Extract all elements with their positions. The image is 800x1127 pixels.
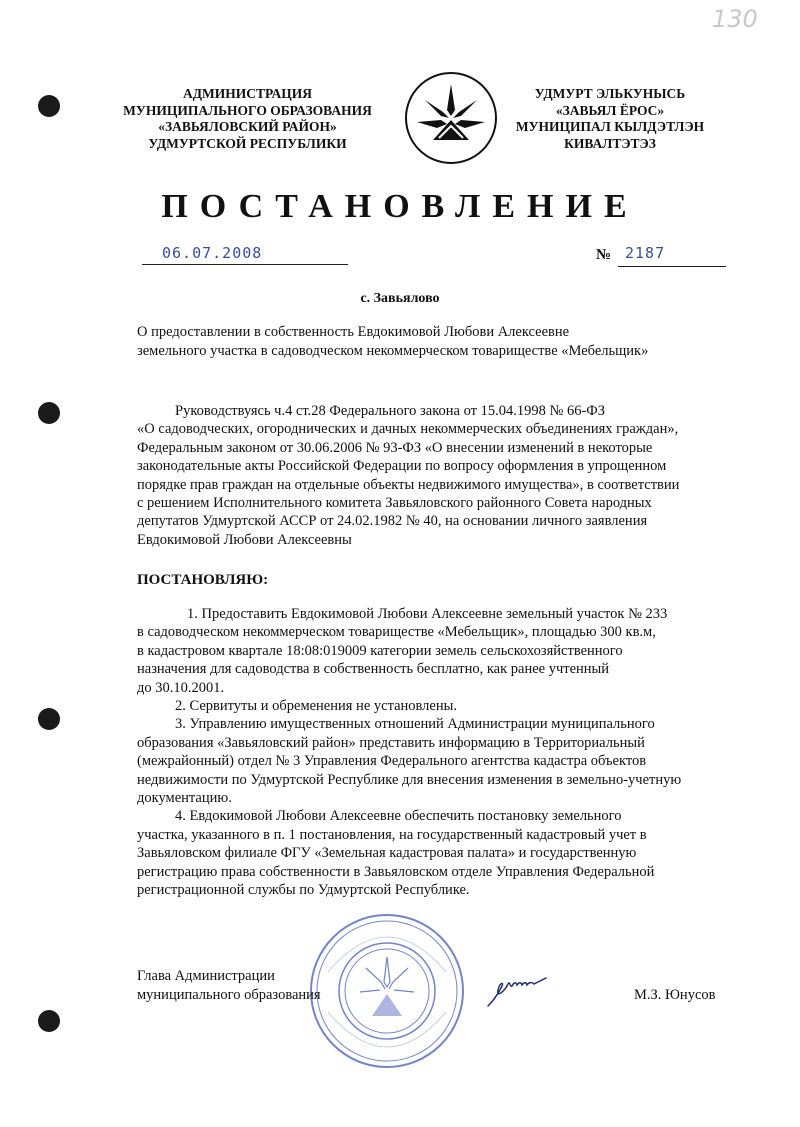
handwritten-signature (484, 972, 554, 1010)
item-3-line: 3. Управлению имущественных отношений Администрации муниципального (175, 716, 655, 733)
item-1-line: до 30.10.2001. (137, 679, 225, 696)
punch-hole (38, 708, 60, 730)
resolution-items (137, 605, 737, 900)
header-left-authority: АДМИНИСТРАЦИЯ МУНИЦИПАЛЬНОГО ОБРАЗОВАНИЯ «ЗАВЬЯЛОВСКИЙ РАЙОН» УДМУРТСКОЙ РЕСПУБЛИКИ (123, 86, 372, 151)
item-4-line: Завьяловском филиале ФГУ «Земельная кадастровая палата» и государственную (137, 845, 637, 862)
preamble (137, 402, 737, 549)
item-4-line: участка, указанного в п. 1 постановления, на государственный кадастровый учет в (137, 826, 647, 843)
coat-of-arms-emblem (403, 70, 499, 166)
item-1-line: 1. Предоставить Евдокимовой Любови Алексеевне земельный участок № 233 (187, 606, 668, 622)
number-underline (618, 266, 726, 267)
item-2-line: 2. Сервитуты и обременения не установлены. (175, 698, 457, 715)
preamble-line: с решением Исполнительного комитета Завьяловского районного Совета народных (137, 495, 652, 512)
preamble-line: Федеральным законом от 30.06.2006 № 93-ФЗ «О внесении изменений в некоторые (137, 439, 653, 456)
place-of-issue: с. Завьялово (360, 291, 440, 306)
document-number: 2187 (625, 244, 666, 262)
resolve-heading: ПОСТАНОВЛЯЮ: (137, 572, 269, 588)
header-right-authority: УДМУРТ ЭЛЬКУНЫСЬ «ЗАВЬЯЛ ЁРОС» МУНИЦИПАЛ КЫЛДЭТЛЭН КИВАЛТЭТЭЗ (515, 86, 705, 151)
preamble-line: порядке прав граждан на отдельные объекты недвижимого имущества», в соответствии (137, 476, 680, 493)
signatory-name: М.З. Юнусов (634, 987, 716, 1003)
signatory-position-line1: Глава Администрации (137, 968, 275, 984)
page-number: 130 (712, 5, 758, 33)
document-subject (137, 323, 737, 361)
item-1-line: в садоводческом некоммерческом товариществе «Мебельщик», площадью 300 кв.м, (137, 624, 656, 641)
punch-hole (38, 1010, 60, 1032)
official-seal-stamp (308, 912, 466, 1070)
document-title: ПОСТАНОВЛЕНИЕ (161, 188, 639, 225)
item-1-line: назначения для садоводства в собственность бесплатно, как ранее учтенный (137, 661, 610, 678)
signatory-position-line2: муниципального образования (137, 987, 321, 1003)
number-label: № (596, 247, 612, 263)
item-1-line: в кадастровом квартале 18:08:019009 категории земель сельскохозяйственного (137, 642, 623, 659)
preamble-line: «О садоводческих, огороднических и дачных некоммерческих объединениях граждан», (137, 421, 679, 438)
punch-hole (38, 95, 60, 117)
subject-line: земельного участка в садоводческом некоммерческом товариществе «Мебельщик» (137, 343, 649, 359)
item-3-line: недвижимости по Удмуртской Республике для внесения изменения в земельно-учетную (137, 771, 682, 788)
item-4-line: регистрацию права собственности в Завьяловском отделе Управления Федеральной (137, 863, 655, 880)
item-4-line: регистрационной службы по Удмуртской Республике. (137, 882, 470, 899)
subject-line: О предоставлении в собственность Евдокимовой Любови Алексеевне (137, 324, 570, 340)
preamble-line: законодательные акты Российской Федерации по вопросу оформления в упрощенном (137, 458, 667, 475)
document-date: 06.07.2008 (162, 244, 263, 262)
item-3-line: документацию. (137, 790, 232, 807)
date-underline (142, 264, 348, 265)
item-3-line: (межрайонный) отдел № 3 Управления Федерального агентства кадастра объектов (137, 753, 647, 770)
item-4-line: 4. Евдокимовой Любови Алексеевне обеспечить постановку земельного (175, 808, 622, 825)
preamble-line: Евдокимовой Любови Алексеевны (137, 531, 352, 548)
punch-hole (38, 402, 60, 424)
preamble-line: Руководствуясь ч.4 ст.28 Федерального закона от 15.04.1998 № 66-ФЗ (175, 403, 606, 419)
item-3-line: образования «Завьяловский район» представить информацию в Территориальный (137, 734, 645, 751)
preamble-line: депутатов Удмуртской АССР от 24.02.1982 № 40, на основании личного заявления (137, 513, 648, 530)
